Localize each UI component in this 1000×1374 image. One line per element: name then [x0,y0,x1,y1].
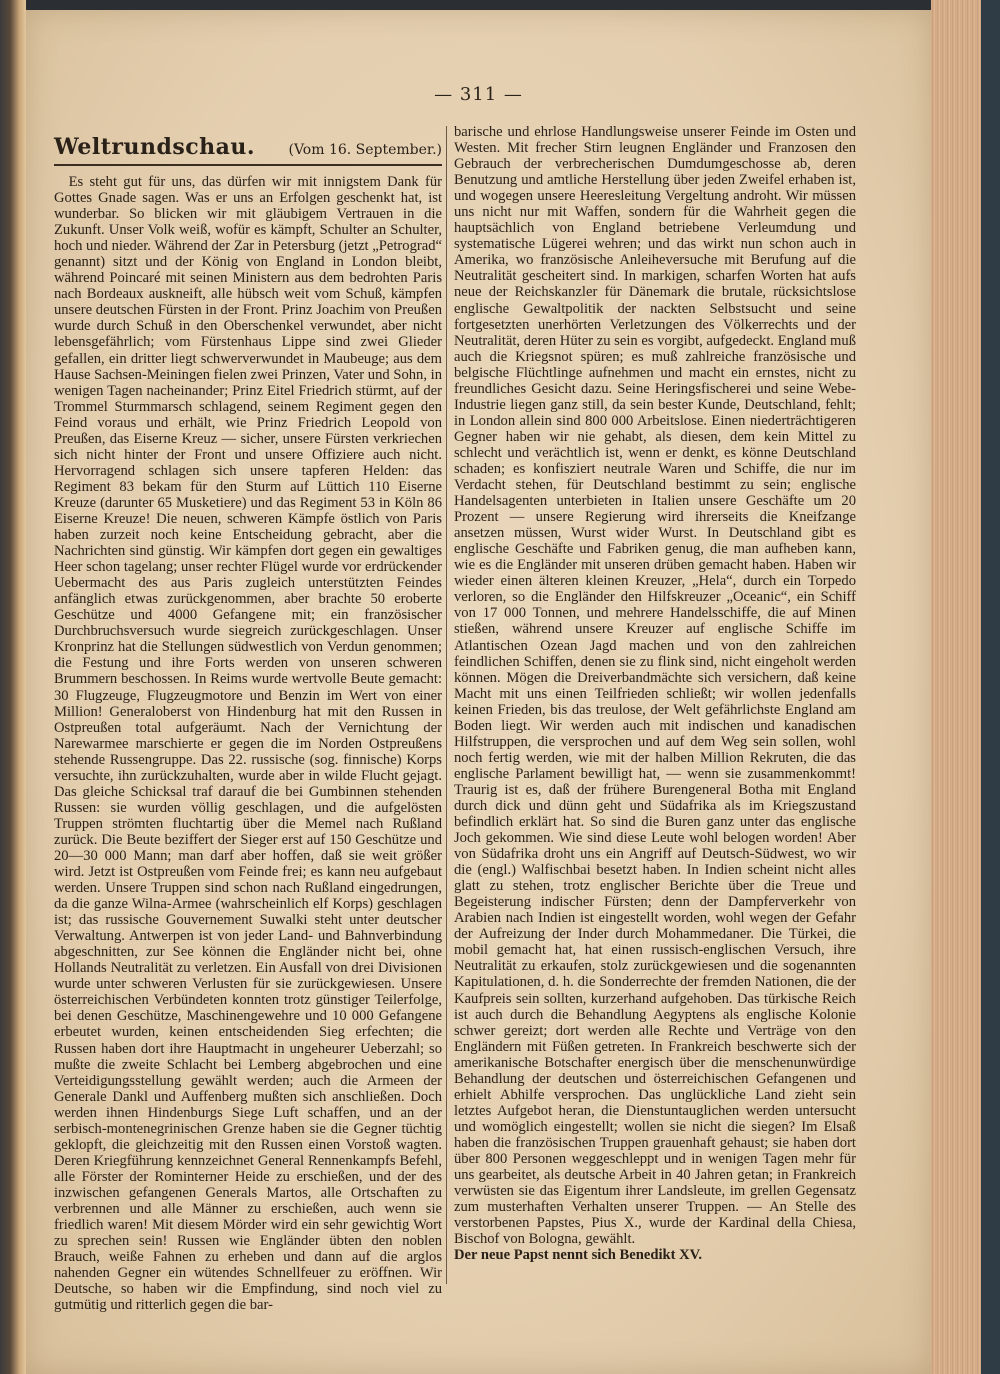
article-title: Weltrundschau. [54,134,256,160]
right-column [454,124,856,1263]
column-divider [446,126,447,1284]
article-header [54,134,442,166]
article-date: (Vom 16. September.) [288,142,442,158]
closing-line-text: Der neue Papst nennt sich Benedikt XV. [454,1247,702,1264]
page-number: — 311 — [434,84,523,105]
closing-line [454,1247,856,1263]
book-cover-edge [981,0,1000,1374]
page [26,10,931,1374]
left-column-text: Es steht gut für uns, das dürfen wir mit innigstem Dank für Gottes Gnade sagen. Was er uns an Erfolgen geschenkt hat, ist wunderbar. So blicken wir mit gläubigem Vertrauen in die Zukunft. Unser Volk weiß, wofür es kämpft, Schulter an Schulter, hoch und nieder. Während der Zar in Petersburg (jetzt „Petrograd“ genannt) sitzt und der König von England in London bleibt, während Poincaré mit seinen Ministern aus dem bedrohten Paris nach Bordeaux auskneift, alle hübsch weit vom Schuß, kämpfen unsere deutschen Fürsten in der Front. Prinz Joachim von Preußen wurde durch Schuß in den Oberschenkel verwundet, aber nicht lebensgefährlich; vom Fürstenhaus Lippe sind zwei Glieder gefallen, ein dritter liegt schwerverwundet in Maubeuge; aus dem Hause Sachsen-Meiningen fielen zwei Prinzen, Vater und Sohn, in wenigen Tagen nacheinander; Prinz Eitel Friedrich stürmt, auf der Trommel Sturmmarsch schlagend, seinem Regiment gegen den Feind voraus und erhält, wie Prinz Friedrich Leopold von Preußen, das Eiserne Kreuz — sicher, unsere Fürsten verkriechen sich nicht hinter der Front und unsere Offiziere auch nicht. Hervorragend schlagen sich unsere tapferen Helden: das Regiment 83 bekam für den Sturm auf Lüttich 110 Eiserne Kreuze (darunter 65 Musketiere) und das Regiment 53 in Köln 86 Eiserne Kreuze! Die neuen, schweren Kämpfe östlich von Paris haben zurzeit noch keine Entscheidung gebracht, aber die Nachrichten sind günstig. Wir kämpfen dort gegen ein gewaltiges Heer schon tagelang; unser rechter Flügel wurde vor erdrückender Uebermacht des aus Paris zugleich unterstützten Feindes anfänglich etwas zurückgenommen, aber brachte 50 eroberte Geschütze und 4000 Gefangene mit; ein französischer Durchbruchsversuch wurde siegreich zurückgeschlagen. Unser Kronprinz hat die Stellungen südwestlich von Verdun genommen; die Festung und ihre Forts werden von unseren schweren Brummern beschossen. In Reims wurde wertvolle Beute gemacht: 30 Flugzeuge, Flugzeugmotore und Benzin im Wert von einer Million! Generaloberst von Hindenburg hat mit den Russen in Ostpreußen total aufgeräumt. Nach der Vernichtung der Narewarmee marschierte er gegen die im Norden Ostpreußens stehende Russengruppe. Das 22. russische (sog. finnische) Korps versuchte, ihn zurückzuhalten, wurde aber in wilde Flucht gejagt. Das gleiche Schicksal traf darauf die bei Gumbinnen stehenden Russen: sie wurden völlig geschlagen, und die aufgelösten Truppen strömten fluchtartig über die Memel nach Rußland zurück. Die Beute beziffert der Sieger erst auf 150 Geschütze und 20—30 000 Mann; man darf aber hoffen, daß sie weit größer wird. Jetzt ist Ostpreußen vom Feinde frei; es kann neu aufgebaut werden. Unsere Truppen sind schon nach Rußland eingedrungen, da die ganze Wilna-Armee (wahrscheinlich elf Korps) geschlagen ist; das russische Gouvernement Suwalki steht unter deutscher Verwaltung. Antwerpen ist von jeder Land- und Bahnverbindung abgeschnitten, zur See können die Engländer nicht bei, ohne Hollands Neutralität zu verletzen. Ein Ausfall von drei Divisionen wurde unter schweren Verlusten für sie zurückgewiesen. Unsere österreichischen Verbündeten konnten trotz günstiger Teilerfolge, bei denen Geschütze, Maschinengewehre und 10 000 Gefangene erbeutet wurden, keinen entscheidenden Sieg erfechten; die Russen haben dort ihre Hauptmacht in ungeheurer Ueberzahl; so mußte die zweite Schlacht bei Lemberg abgebrochen und eine Verteidigungsstellung gewählt werden; auch die Armeen der Generale Dankl und Auffenberg mußten sich anschließen. Doch werden ihnen Hindenburgs Siege Luft schaffen, und an der serbisch-montenegrinischen Grenze haben sie die Gegner tüchtig geklopft, die gleichzeitig mit den Russen einen Vorstoß wagten. Deren Kriegführung kennzeichnet General Rennenkampfs Befehl, alle Förster der Rominterner Heide zu erschießen, und der des inzwischen gefangenen Generals Martos, alle Ortschaften zu verbrennen und alle Männer zu erschießen, auch wenn sie friedlich waren! Mit diesem Mörder wird ein sehr gewichtig Wort zu sprechen sein! Russen wie Engländer übten den noblen Brauch, weiße Fahnen zu erheben und dann auf die arglos nahenden Gegner ein wütendes Schnellfeuer zu eröffnen. Wir Deutsche, so haben wir die Empfindung, sind noch viel zu gutmütig und ritterlich gegen die bar- [54,174,442,1314]
right-column-text: barische und ehrlose Handlungsweise unserer Feinde im Osten und Westen. Mit frecher Stirn leugnen Engländer und Franzosen den Gebrauch der verbrecherischen Dumdumgeschosse ab, deren Benutzung und amtliche Herstellung über jeden Zweifel erhaben ist, und wogegen unsere Heeresleitung Vergeltung androht. Wir müssen uns nicht nur mit Waffen, sondern für die Wahrheit gegen die hauptsächlich von England betriebene Verleumdung und systematische Lügerei wehren; und das wirkt nun schon auch in Amerika, wo französische Anleiheversuche mit Berufung auf die Neutralität gescheitert sind. In markigen, scharfen Worten hat aufs neue der Reichskanzler für Dänemark die brutale, rücksichtslose englische Gewaltpolitik der nackten Selbstsucht und seine fortgesetzten unerhörten Verletzungen des Völkerrechts und der Neutralität, deren Hüter zu sein es vorgibt, aufgedeckt. England muß auch die Kriegsnot spüren; es muß zahlreiche französische und belgische Flüchtlinge aufnehmen und macht ein ernstes, nicht zu freundliches Gesicht dazu. Seine Heringsfischerei und seine Webe-Industrie liegen ganz still, da sein bester Kunde, Deutschland, fehlt; in London allein sind 800 000 Arbeitslose. Einen niederträchtigeren Gegner haben wir nie gehabt, als diesen, dem kein Mittel zu schlecht und verächtlich ist, wenn er denkt, es könne Deutschland schaden; es konfisziert neutrale Waren und Schiffe, die nur im Verdacht stehen, für Deutschland bestimmt zu sein; englische Handelsagenten unterbieten in Italien unsere Geschäfte um 20 Prozent — unsere Regierung wird ihrerseits die Kneifzange ansetzen müssen, Wurst wider Wurst. In Deutschland gibt es englische Geschäfte und Fabriken genug, die man aufheben kann, wie es die Engländer mit unseren drüben gemacht haben. Haben wir wieder einen älteren kleinen Kreuzer, „Hela“, durch ein Torpedo verloren, so die Engländer den Hilfskreuzer „Oceanic“, ein Schiff von 17 000 Tonnen, und mehrere Handelsschiffe, die auf Minen stießen, während unsere Kreuzer auf englische Schiffe im Atlantischen Ozean Jagd machen und von den zahlreichen feindlichen Schiffen, denen sie zu flink sind, nicht eingeholt werden können. Mögen die Dreiverbandmächte sich versichern, daß keine Macht mit uns einen Teilfrieden schließt; wir wollen jedenfalls keinen Frieden, bis das treulose, der Welt gefährlichste England am Boden liegt. Wir werden auch mit indischen und kanadischen Hilfstruppen, die versprochen und auf dem Weg sein sollen, wohl noch fertig werden, wie mit der halben Million Rekruten, die das englische Parlament bewilligt hat, — wenn sie zusammenkommt! Traurig ist es, daß der frühere Burengeneral Botha mit England durch dick und dünn geht und Südafrika als im Kriegszustand befindlich erklärt hat. So sind die Buren ganz unter das englische Joch gekommen. Wie sind diese Leute wohl belogen worden! Aber von Südafrika droht uns ein Angriff auf Deutsch-Südwest, wo wir die (engl.) Walfischbai besetzt haben. In Indien scheint nicht alles glatt zu stehen, trotz englischer Berichte über die Treue und Begeisterung indischer Fürsten; denn der Dampferverkehr von Arabien nach Indien ist eingestellt worden, wohl wegen der Gefahr der Aufreizung der Inder durch Mohammedaner. Die Türkei, die mobil gemacht hat, hat einen russisch-englischen Versuch, ihre Neutralität zu erkaufen, stolz zurückgewiesen und die sogenannten Kapitulationen, d. h. die Sonderrechte der fremden Nationen, die der Kaufpreis sein sollten, kurzerhand aufgehoben. Das türkische Reich ist auch durch die Behandlung Aegyptens als englische Kolonie schwer gereizt; dort werden alle Rechte und Verträge von den Engländern mit Füßen getreten. In Frankreich beschwerte sich der amerikanische Botschafter energisch über die menschenunwürdige Behandlung der deutschen und österreichischen Gefangenen und erhielt Abhilfe versprochen. Das unglückliche Land zieht sein letztes Aufgebot heran, die Dienstuntauglichen werden untersucht und womöglich eingestellt; wollen sie nicht die siegen? Im Elsaß haben die französischen Truppen grauenhaft gehaust; sie haben dort über 800 Personen weggeschleppt und in wenigen Tagen mehr für uns gearbeitet, als deutsche Arbeit in 40 Jahren getan; in Frankreich verwüsten sie das Eigentum ihrer Landsleute, im grellen Gegensatz zum musterhaften Verhalten unserer Truppen. — An Stelle des verstorbenen Papstes, Pius X., wurde der Kardinal della Chiesa, Bischof von Bologna, gewählt. [454,124,856,1248]
book-spine-edge [0,0,26,1374]
page-stack-edge [931,0,981,1374]
left-column [54,134,442,1313]
